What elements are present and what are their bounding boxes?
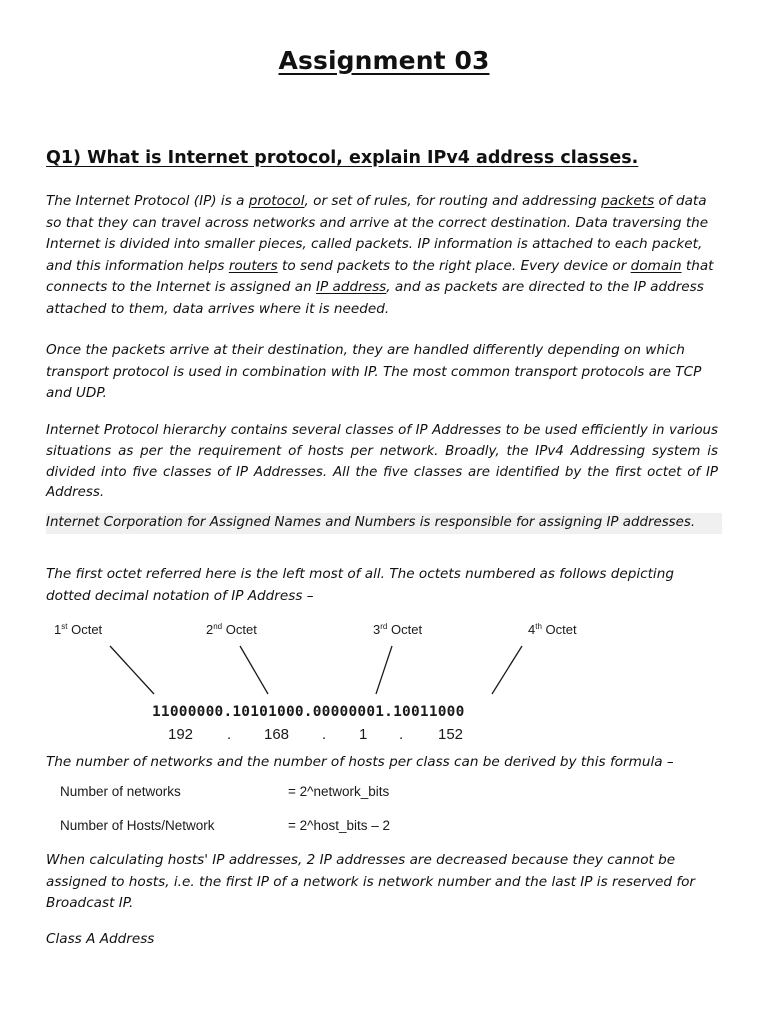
- p1-text-d: to send packets to the right place. Every device or: [277, 257, 631, 274]
- p1-text-c: of data so that they can travel across networks and arrive at the correct destination. Data traversing the Internet is divided into smaller pieces, called packets. IP information is attached to each packet, and this information helps: [46, 193, 709, 274]
- decimal-octet-1: 192: [168, 726, 194, 743]
- octet-label-3: 3rd Octet: [373, 622, 423, 637]
- pointer-line-2: [240, 646, 268, 694]
- p1-text-a: The Internet Protocol (IP) is a: [46, 193, 249, 209]
- decimal-octet-2: 168: [264, 726, 290, 743]
- pointer-line-3: [376, 646, 392, 694]
- paragraph-host-calculation: When calculating hosts' IP addresses, 2 IP addresses are decreased because they cannot be assigned to hosts, i.e. the first IP of a network is network number and the last IP is reserved for Broadcast IP.: [46, 852, 696, 912]
- paragraph-first-octet: The first octet referred here is the left most of all. The octets numbered as follows depicting dotted decimal notation of IP Address –: [46, 566, 674, 604]
- formula-networks-value: = 2^network_bits: [288, 784, 390, 799]
- binary-address: 11000000.10101000.00000001.10011000: [152, 704, 465, 720]
- link-routers[interactable]: routers: [228, 257, 278, 274]
- paragraph-icann: Internet Corporation for Assigned Names and Numbers is responsible for assigning IP addresses.: [46, 513, 722, 534]
- formula-networks-label: Number of networks: [60, 784, 181, 799]
- link-packets[interactable]: packets: [601, 193, 655, 209]
- decimal-dot-2: .: [322, 726, 327, 743]
- p1-text-b: , or set of rules, for routing and addressing: [304, 193, 602, 209]
- page-title: Assignment 03: [278, 46, 490, 75]
- link-domain[interactable]: domain: [630, 257, 682, 274]
- decimal-dot-3: .: [399, 726, 404, 743]
- octet-label-4: 4th Octet: [528, 622, 577, 637]
- paragraph-transport-protocols: Once the packets arrive at their destination, they are handled differently depending on which transport protocol is used in combination with IP. The most common transport protocols are TCP and UDP.: [46, 342, 702, 402]
- decimal-octet-4: 152: [438, 726, 464, 743]
- pointer-line-4: [492, 646, 522, 694]
- decimal-octet-3: 1: [359, 726, 368, 743]
- paragraph-ip-definition: [46, 191, 718, 321]
- decimal-dot-1: .: [227, 726, 232, 743]
- formula-hosts-label: Number of Hosts/Network: [60, 818, 215, 833]
- p1-text-e: that connects to the Internet is assigned an: [46, 257, 714, 296]
- octet-label-1: 1st Octet: [54, 622, 103, 637]
- question-heading: Q1) What is Internet protocol, explain IPv4 address classes.: [46, 148, 639, 168]
- formula-hosts-value: = 2^host_bits – 2: [288, 818, 391, 833]
- pointer-line-1: [110, 646, 154, 694]
- octet-pointer-lines: [46, 618, 626, 748]
- paragraph-ip-hierarchy: Internet Protocol hierarchy contains several classes of IP Addresses to be used efficiently in various situations as per the requirement of hosts per network. Broadly, the IPv4 Addressing system is divided into five classes of IP Addresses. All the five classes are identified by the first octet of IP Address.: [46, 423, 718, 501]
- link-ip-address[interactable]: IP address: [316, 279, 387, 296]
- octet-diagram: [46, 618, 626, 748]
- paragraph-class-a: Class A Address: [46, 931, 155, 947]
- paragraph-formula-intro: The number of networks and the number of hosts per class can be derived by this formula –: [46, 754, 674, 770]
- link-protocol[interactable]: protocol: [248, 193, 305, 209]
- octet-label-2: 2nd Octet: [206, 622, 257, 637]
- p1-text-f: , and as packets are directed to the IP address attached to them, data arrives where it is needed.: [46, 279, 704, 317]
